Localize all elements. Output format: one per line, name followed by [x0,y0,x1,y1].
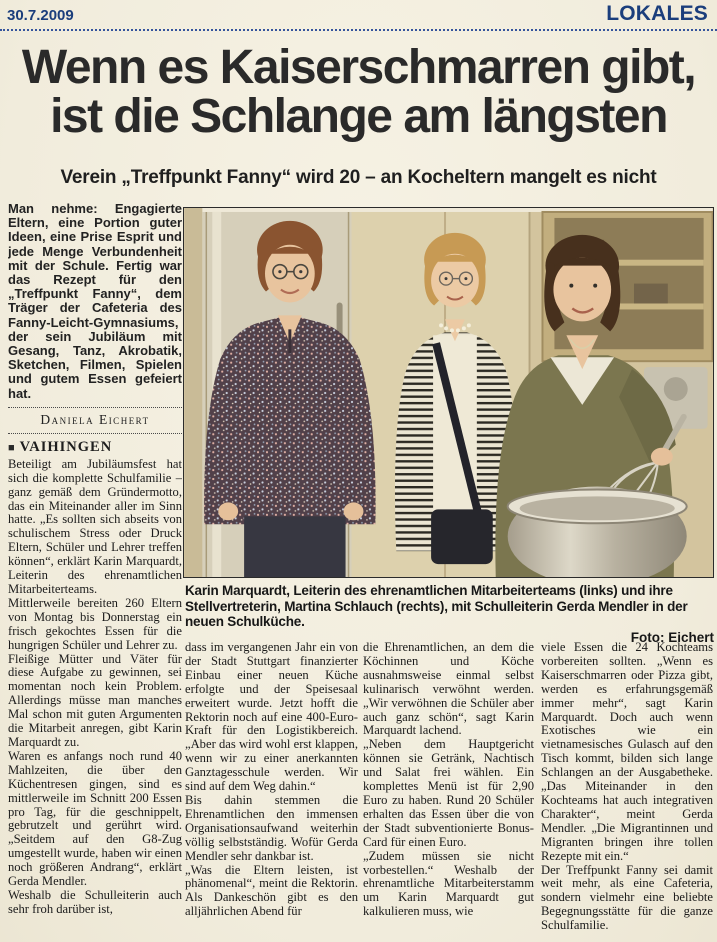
location-label: VAIHINGEN [19,438,113,455]
article-paragraph: Der Treffpunkt Fanny sei damit weit mehr, als eine Cafeteria, sondern vielmehr eine beliebte Begegnungsstätte für die ganze Schulfamilie. [541,862,713,933]
subheadline: Verein „Treffpunkt Fanny“ wird 20 – an Kocheltern mangelt es nicht [60,167,657,188]
issue-date: 30.7.2009 [7,7,74,24]
caption-block [185,583,714,645]
byline: Daniela Eichert [40,411,150,427]
article-paragraph: Fleißige Mütter und Väter für diese Aufgabe zu gewinnen, sei momentan noch kein Problem. Allerdings müsse man manches Mal schon mit guten Argumenten die Mitarbeit anregen, gibt Karin Marquardt zu. [8,651,182,749]
masthead-dotted-rule [0,29,717,31]
article-paragraph: Beteiligt am Jubiläumsfest hat sich die komplette Schulfamilie – ganz gemäß dem Gründermotto, das ein Miteinander aller im Sinn hatte. „Es sollten sich abseits von schulischem Stress oder Druck Eltern, Schüler und Lehrer treffen können“, erklärt Karin Marquardt, Leiterin des ehrenamtlichen Mitarbeiterteams. [8,456,182,596]
intro-paragraph: Man nehme: Engagierte Eltern, eine Portion guter Ideen, eine Prise Esprit und jede Menge Verbundenheit mit der Schule. Fertig war das Rezept für den „Treffpunkt Fanny“, dem Träger der Cafeteria des Fanny-Leicht-Gymnasiums, der sein Jubiläum mit Gesang, Tanz, Akrobatik, Sketchen, Filmen, Spielen und gutem Essen gefeiert hat. [8,202,182,401]
location-marker-icon: ■ [8,441,16,454]
article-paragraph: Bis dahin stemmen die Ehrenamtlichen den immensen Organisationsaufwand weiterhin völlig selbstständig. Wofür Gerda Mendler sehr dankbar ist. [185,792,358,863]
photo-credit: Foto: Eichert [630,629,714,645]
column-4 [541,641,713,939]
headline [4,41,713,143]
column-2 [185,641,358,939]
article-paragraph: „Neben dem Hauptgericht können sie Getränk, Nachtisch und Salat frei wählen. Ein komplettes Menü ist für 2,90 Euro zu haben. Rund 20 Schüler erhalten das Essen über die von der Stadt subventionierte Bonus-Card für einen Euro. [363,737,534,849]
article-paragraph: die Ehrenamtlichen, an dem die Köchinnen und Köche ausnahmsweise einmal selbst kulinarisch verwöhnt werden. „Wir verwöhnen die Schüler aber auch ganz schön“, sagt Karin Marquardt lachend. [363,641,534,738]
article-photo [183,207,714,578]
column-3 [363,641,534,939]
article-paragraph: Weshalb die Schulleiterin auch sehr froh darüber ist, [8,887,182,916]
article-paragraph: viele Essen die 24 Kochteams vorbereiten sollten. „Wenn es Kaiserschmarren oder Pizza gibt, werden es erfahrungsgemäß immer mehr“, sagt Karin Marquardt. Doch auch wenn Exotisches wie ein vietnamesisches Gulasch auf den Tisch kommt, bilden sich lange Schlangen an der Ausgabetheke. „Das Miteinander in den Kochteams hat auch integrativen Charakter“, meint Gerda Mendler. „Die Migrantinnen und Migranten bringen ihre tollen Rezepte mit ein.“ [541,641,713,863]
column-left [8,202,182,938]
article-paragraph: Mittlerweile bereiten 260 Eltern von Montag bis Donnerstag ein frisch gekochtes Essen für die hungrigen Schüler und Lehrer zu. [8,595,182,652]
article-paragraph: Waren es anfangs noch rund 40 Mahlzeiten, die über den Küchentresen gingen, sind es mittlerweile im Schnitt 200 Essen pro Tag, für die geschnippelt, gebrutzelt und gerührt wird. „Seitdem auf den G8-Zug umgestellt wurde, haben wir einen noch größeren Andrang“, erklärt Gerda Mendler. [8,748,182,889]
headline-line2: ist die Schlange am längsten [50,89,667,143]
article-paragraph: „Was die Eltern leisten, ist phänomenal“, meint die Rektorin. Als Dankeschön gibt es den alljährlichen Abend für [185,862,358,919]
article-paragraph: dass im vergangenen Jahr ein von der Stadt Stuttgart finanzierter Einbau einer neuen Küche erfolgte und der Speisesaal erweitert wurde. Jetzt hofft die Rektorin noch auf eine 400-Euro-Kraft für den Logistikbereich. „Aber das wird wohl erst klappen, wenn wir zu einer anerkannten Ganztagesschule werden. Wir sind auf dem Weg dahin.“ [185,641,358,794]
article-paragraph: „Zudem müssen sie nicht vorbestellen.“ Weshalb der ehrenamtliche Mitarbeiterstamm um Karin Marquardt gut kalkulieren muss, wie [363,848,534,919]
photo-caption: Karin Marquardt, Leiterin des ehrenamtlichen Mitarbeiterteams (links) und ihre Stellvertreterin, Martina Schlauch (rechts), mit Schulleiterin Gerda Mendler in der neuen Schulküche. [185,583,688,629]
school-kitchen-photo-illustration [184,208,713,577]
photo-mixing-bowl [508,486,687,577]
location-line [8,439,182,456]
headline-line1: Wenn es Kaiserschmarren gibt, [21,41,696,94]
section-title: LOKALES [606,2,708,25]
byline-box [8,407,182,434]
